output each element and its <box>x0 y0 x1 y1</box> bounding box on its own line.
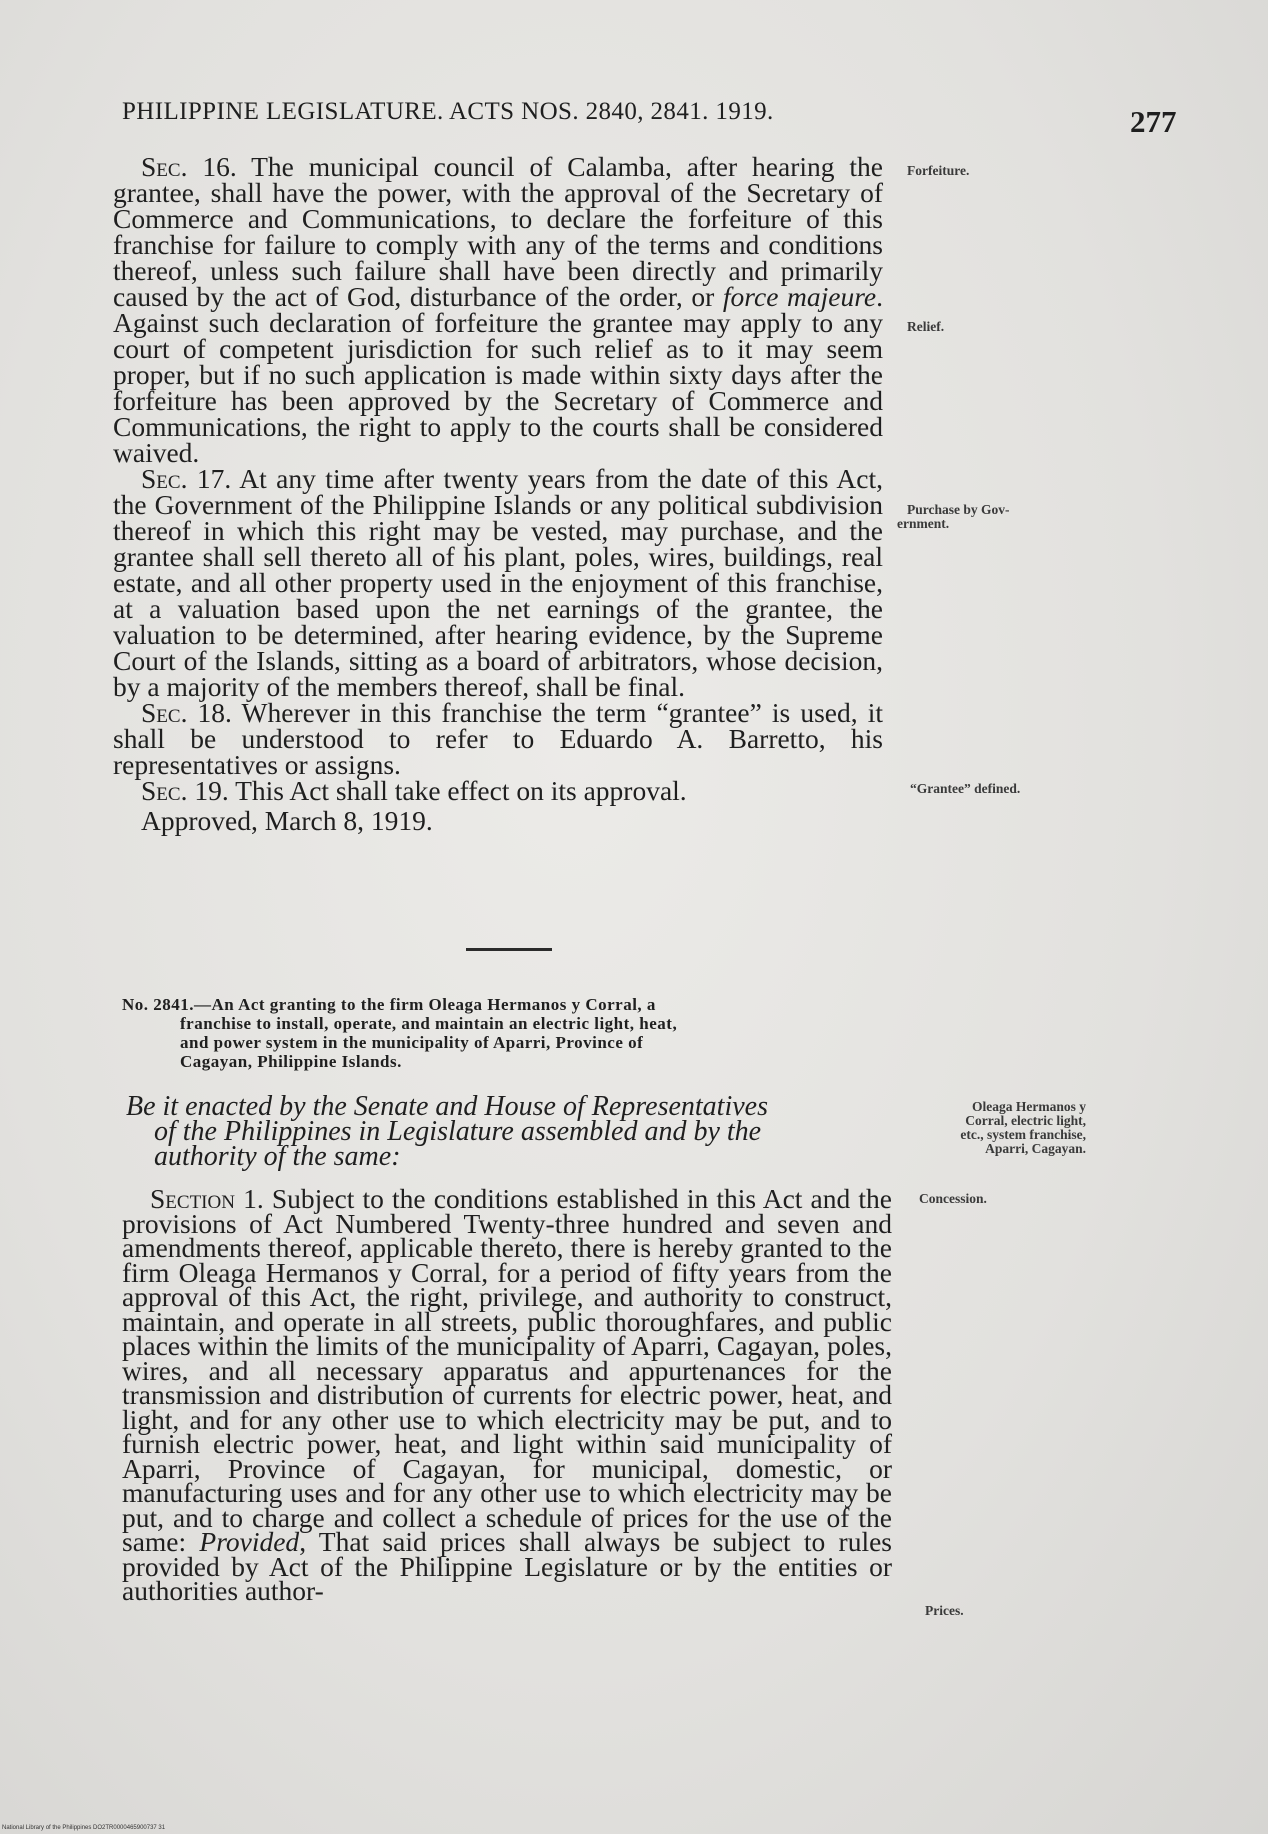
margin-note-oleaga: Oleaga Hermanos y Corral, electric light, etc., system franchise, Aparri, Cagayan. <box>960 1099 1086 1156</box>
margin-note-forfeiture: Forfeiture. <box>907 163 970 178</box>
running-head: PHILIPPINE LEGISLATURE. ACTS NOS. 2840, 2841. 1919. <box>122 98 774 125</box>
enacting-clause: Be it enacted by the Senate and House of Representatives of the Philippines in Legislature assembled and by the authority of the same: <box>126 1091 768 1172</box>
section-18: Sec. 18. Wherever in this franchise the term “grantee” is used, it shall be understood to refer to Eduardo A. Barretto, his representatives or assigns. <box>113 697 884 780</box>
margin-note-grantee-defined: “Grantee” defined. <box>910 781 1021 796</box>
scan-credit: National Library of the Philippines DO2TR0000465900737 31 <box>2 1825 166 1831</box>
approved-line: Approved, March 8, 1919. <box>141 805 433 836</box>
margin-note-concession: Concession. <box>919 1191 987 1206</box>
margin-note-relief: Relief. <box>907 319 945 334</box>
section-16: Sec. 16. The municipal council of Calamba, after hearing the grantee, shall have the power, with the approval of the Secretary of Commerce and Communications, to declare the forfeiture of this franchise for failure to comply with any of the terms and conditions thereof, unless such failure shall have been directly and primarily caused by the act of God, disturbance of the order, or force majeure. Against such declaration of forfeiture the grantee may apply to any court of competent jurisdiction for such relief as to it may seem proper, but if no such application is made within sixty days after the forfeiture has been approved by the Secretary of Commerce and Communications, the right to apply to the courts shall be considered waived. <box>113 151 883 468</box>
act-2841-title: No. 2841.—An Act granting to the firm Oleaga Hermanos y Corral, a franchise to install, operate, and maintain an electric light, heat, and power system in the municipality of Aparri, Province of Cagayan, Philippine Islands. <box>122 995 678 1071</box>
act-2841-section-1: Section 1. Subject to the conditions established in this Act and the provisions of Act Numbered Twenty-three hundred and seven and amendments thereof, applicable thereto, there is hereby granted to the firm Oleaga Hermanos y Corral, for a period of fifty years from the approval of this Act, the right, privilege, and authority to construct, maintain, and operate in all streets, public thoroughfares, and public places within the limits of the municipality of Aparri, Cagayan, poles, wires, and all necessary apparatus and appurtenances for the transmission and distribution of currents for electric power, heat, and light, and for any other use to which electricity may be put, and to furnish electric power, heat, and light within said municipality of Aparri, Province of Cagayan, for municipal, domestic, or manufacturing uses and for any other use to which electricity may be put, and to charge and collect a schedule of prices for the use of the same: Provided, That said prices shall always be subject to rules provided by Act of the Philippine Legislature or by the entities or authorities author- <box>122 1183 892 1606</box>
page-number: 277 <box>1130 104 1177 139</box>
section-19: Sec. 19. This Act shall take effect on its approval. <box>141 775 687 806</box>
section-divider <box>466 948 552 951</box>
section-17: Sec. 17. At any time after twenty years from the date of this Act, the Government of the Philippine Islands or any political subdivision thereof in which this right may be vested, may purchase, and the grantee shall sell thereto all of his plant, poles, wires, buildings, real estate, and all other property used in the enjoyment of this franchise, at a valuation based upon the net earnings of the grantee, the valuation to be determined, after hearing evidence, by the Supreme Court of the Islands, sitting as a board of arbitrators, whose decision, by a majority of the members thereof, shall be final. <box>113 463 884 702</box>
margin-note-prices: Prices. <box>925 1603 964 1618</box>
margin-note-purchase: Purchase by Gov- ernment. <box>897 502 1010 531</box>
sections-16-19 <box>113 151 884 836</box>
